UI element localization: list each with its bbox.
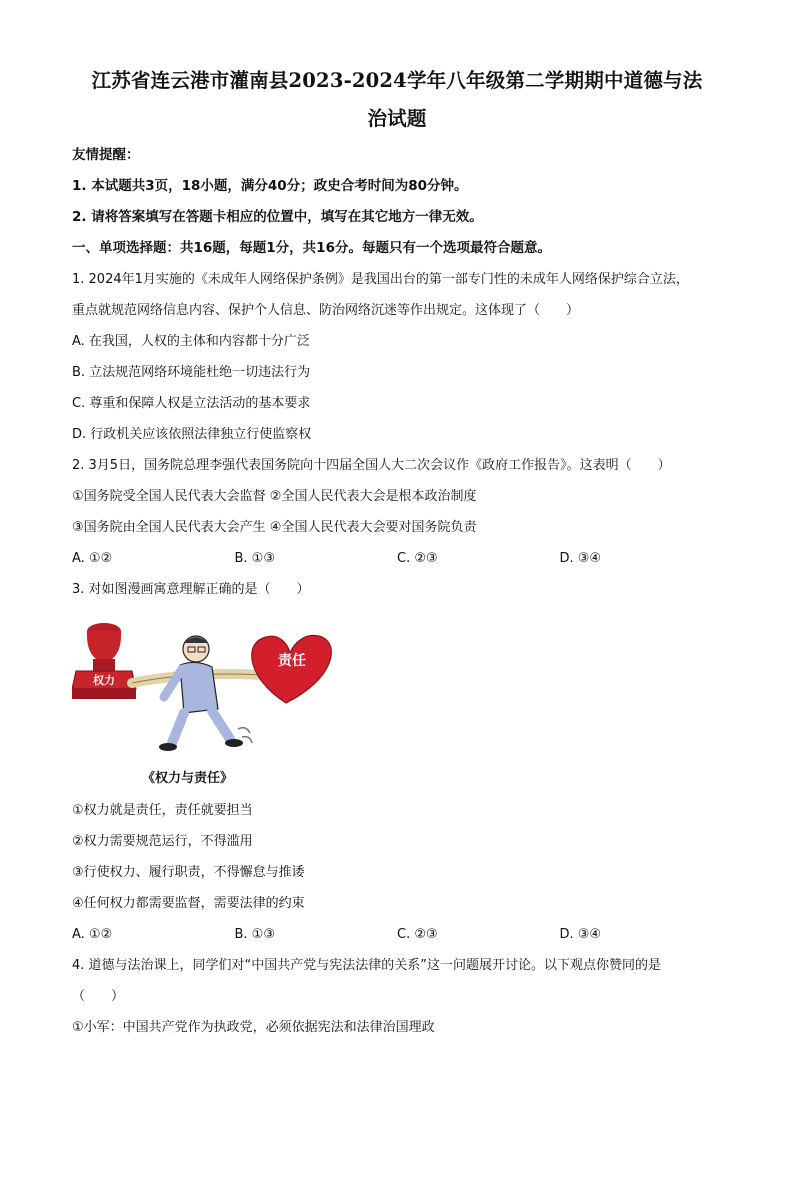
q1-option-a: A. 在我国，人权的主体和内容都十分广泛 bbox=[72, 334, 310, 349]
exam-title-line-1: 江苏省连云港市灌南县2023-2024学年八年级第二学期期中道德与法 bbox=[91, 69, 703, 92]
q2-statements-1: ①国务院受全国人民代表大会监督 ②全国人民代表大会是根本政治制度 bbox=[72, 489, 477, 504]
q2-option-a: A. ①② bbox=[72, 551, 113, 566]
q2-option-c: C. ②③ bbox=[397, 551, 438, 566]
q3-statement-1: ①权力就是责任，责任就要担当 bbox=[72, 803, 253, 818]
q1-option-d: D. 行政机关应该依照法律独立行使监察权 bbox=[72, 427, 312, 442]
responsibility-heart-icon bbox=[252, 635, 332, 703]
cartoon-caption: 《权力与责任》 bbox=[142, 771, 234, 786]
official-figure-icon bbox=[159, 636, 252, 751]
q4-stem-line-1: 4. 道德与法治课上，同学们对“中国共产党与宪法法律的关系”这一问题展开讨论。以下观点你赞同的是 bbox=[72, 958, 662, 973]
q1-option-c: C. 尊重和保障人权是立法活动的基本要求 bbox=[72, 396, 311, 411]
q4-statement-1: ①小军：中国共产党作为执政党，必须依据宪法和法律治国理政 bbox=[72, 1020, 435, 1035]
exam-page bbox=[0, 64, 794, 1187]
cartoon-illustration bbox=[72, 617, 342, 767]
q3-statement-3: ③行使权力、履行职责，不得懈怠与推诿 bbox=[72, 865, 305, 880]
q3-option-c: C. ②③ bbox=[397, 927, 438, 942]
q2-statements-2: ③国务院由全国人民代表大会产生 ④全国人民代表大会要对国务院负责 bbox=[72, 520, 477, 535]
power-responsibility-cartoon bbox=[72, 617, 722, 791]
q2-option-b: B. ①③ bbox=[234, 551, 275, 566]
q3-options bbox=[72, 919, 722, 950]
notice-item-2: 2. 请将答案填写在答题卡相应的位置中，填写在其它地方一律无效。 bbox=[72, 209, 483, 225]
q1-stem-line-2: 重点就规范网络信息内容、保护个人信息、防治网络沉迷等作出规定。这体现了（ ） bbox=[72, 303, 580, 318]
q3-stem: 3. 对如图漫画寓意理解正确的是（ ） bbox=[72, 582, 310, 597]
exam-title-line-2: 治试题 bbox=[367, 107, 427, 130]
notice-heading: 友情提醒： bbox=[72, 147, 140, 163]
q2-options bbox=[72, 543, 722, 574]
q3-statement-4: ④任何权力都需要监督，需要法律的约束 bbox=[72, 896, 305, 911]
power-stamp-icon bbox=[72, 623, 136, 699]
q3-option-d: D. ③④ bbox=[559, 927, 602, 942]
cartoon-right-label: 责任 bbox=[278, 653, 306, 669]
q3-statement-2: ②权力需要规范运行，不得滥用 bbox=[72, 834, 253, 849]
q3-option-a: A. ①② bbox=[72, 927, 113, 942]
q2-stem: 2. 3月5日，国务院总理李强代表国务院向十四届全国人大二次会议作《政府工作报告》。这表明（ ） bbox=[72, 458, 671, 473]
q4-stem-line-2: （ ） bbox=[72, 989, 125, 1004]
section-1-heading: 一、单项选择题：共16题，每题1分，共16分。每题只有一个选项最符合题意。 bbox=[72, 240, 551, 256]
notice-item-1: 1. 本试题共3页，18小题，满分40分；政史合考时间为80分钟。 bbox=[72, 178, 468, 194]
q3-option-b: B. ①③ bbox=[234, 927, 275, 942]
cartoon-left-label: 权力 bbox=[93, 674, 115, 687]
q1-option-b: B. 立法规范网络环境能杜绝一切违法行为 bbox=[72, 365, 311, 380]
q1-stem-line-1: 1. 2024年1月实施的《未成年人网络保护条例》是我国出台的第一部专门性的未成年人网络保护综合立法， bbox=[72, 272, 689, 287]
q2-option-d: D. ③④ bbox=[559, 551, 602, 566]
